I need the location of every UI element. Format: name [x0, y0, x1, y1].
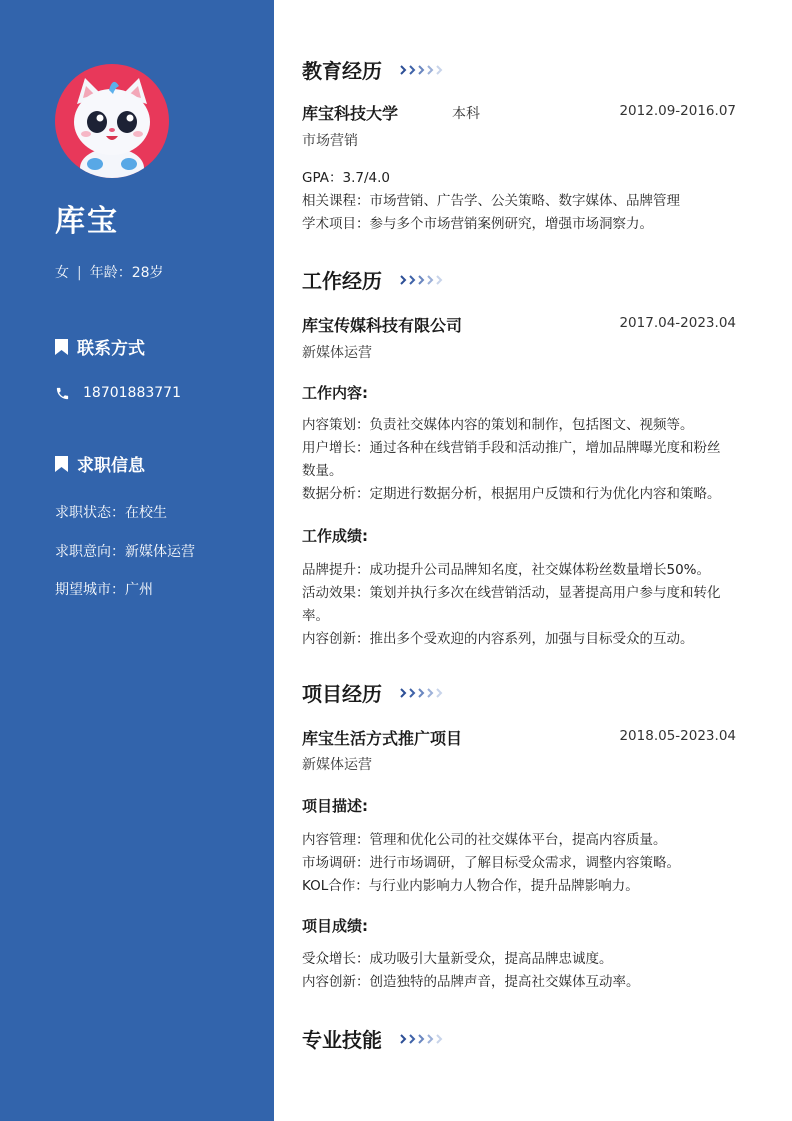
work-entry [302, 313, 736, 335]
work-result-line: 品牌提升：成功提升公司品牌知名度，社交媒体粉丝数量增长50%。 [302, 562, 711, 578]
age: 年龄：28岁 [89, 265, 164, 281]
project-desc-line: 内容管理：管理和优化公司的社交媒体平台，提高内容质量。 [302, 832, 667, 848]
section-title-label: 工作经历 [302, 269, 382, 293]
work-content-line: 数量。 [302, 463, 343, 479]
job-heading-label: 求职信息 [77, 456, 145, 476]
separator: | [77, 265, 82, 281]
chevrons-icon [400, 274, 448, 286]
work-result-line: 内容创新：推出多个受欢迎的内容系列，加强与目标受众的互动。 [302, 631, 694, 647]
avatar [55, 64, 169, 178]
work-content-line: 内容策划：负责社交媒体内容的策划和制作，包括图文、视频等。 [302, 417, 694, 433]
section-title-label: 项目经历 [302, 682, 382, 706]
contact-heading-label: 联系方式 [77, 339, 145, 359]
work-content [302, 414, 736, 506]
work-result-line: 活动效果：策划并执行多次在线营销活动，显著提高用户参与度和转化 [302, 585, 721, 601]
project-desc [302, 829, 736, 898]
education-date: 2012.09-2016.07 [619, 103, 736, 119]
section-skills-title [302, 1024, 448, 1053]
gender: 女 [55, 265, 69, 281]
work-role: 新媒体运营 [302, 345, 372, 361]
main-content [302, 0, 736, 1121]
section-education-title [302, 55, 448, 84]
chevrons-icon [400, 687, 448, 699]
project-result-line: 受众增长：成功吸引大量新受众，提高品牌忠诚度。 [302, 951, 613, 967]
phone-row [55, 385, 181, 401]
project-desc-line: KOL合作：与行业内影响力人物合作，提升品牌影响力。 [302, 878, 639, 894]
section-title-label: 教育经历 [302, 59, 382, 83]
section-title-label: 专业技能 [302, 1028, 382, 1052]
project-entry [302, 726, 736, 748]
chevrons-icon [400, 1033, 448, 1045]
project-results [302, 948, 736, 994]
degree: 本科 [452, 106, 480, 122]
work-content-line: 用户增长：通过各种在线营销手段和活动推广，增加品牌曝光度和粉丝 [302, 440, 721, 456]
job-status: 求职状态：在校生 [55, 505, 167, 521]
project-result-line: 内容创新：创造独特的品牌声音，提高社交媒体互动率。 [302, 974, 640, 990]
education-line: GPA：3.7/4.0 [302, 170, 390, 186]
chevrons-icon [400, 64, 448, 76]
work-content-heading: 工作内容: [302, 384, 368, 402]
project-desc-heading: 项目描述: [302, 797, 368, 815]
project-date: 2018.05-2023.04 [619, 728, 736, 744]
education-line: 相关课程：市场营销、广告学、公关策略、数字媒体、品牌管理 [302, 193, 680, 209]
education-line: 学术项目：参与多个市场营销案例研究，增强市场洞察力。 [302, 216, 653, 232]
bookmark-icon [55, 456, 68, 472]
work-results-heading: 工作成绩: [302, 527, 368, 545]
work-result-line: 率。 [302, 608, 329, 624]
sidebar [0, 0, 274, 1121]
job-city: 期望城市：广州 [55, 582, 153, 598]
major: 市场营销 [302, 133, 358, 149]
work-content-line: 数据分析：定期进行数据分析，根据用户反馈和行为优化内容和策略。 [302, 486, 721, 502]
section-work-title [302, 265, 448, 294]
school-name: 库宝科技大学 [302, 104, 399, 123]
work-date: 2017.04-2023.04 [619, 315, 736, 331]
company-name: 库宝传媒科技有限公司 [302, 316, 463, 335]
bookmark-icon [55, 339, 68, 355]
contact-heading [55, 334, 145, 359]
project-results-heading: 项目成绩: [302, 917, 368, 935]
project-name: 库宝生活方式推广项目 [302, 729, 463, 748]
section-project-title [302, 678, 448, 707]
education-entry [302, 101, 736, 123]
phone-number: 18701883771 [83, 385, 181, 401]
work-results [302, 559, 736, 651]
cat-mascot-icon [55, 64, 169, 178]
basic-info [55, 262, 164, 282]
job-heading [55, 451, 145, 476]
phone-icon [55, 386, 70, 401]
education-details [302, 167, 736, 236]
project-desc-line: 市场调研：进行市场调研，了解目标受众需求，调整内容策略。 [302, 855, 680, 871]
job-intent: 求职意向：新媒体运营 [55, 544, 195, 560]
candidate-name: 库宝 [55, 204, 119, 239]
project-role: 新媒体运营 [302, 757, 372, 773]
